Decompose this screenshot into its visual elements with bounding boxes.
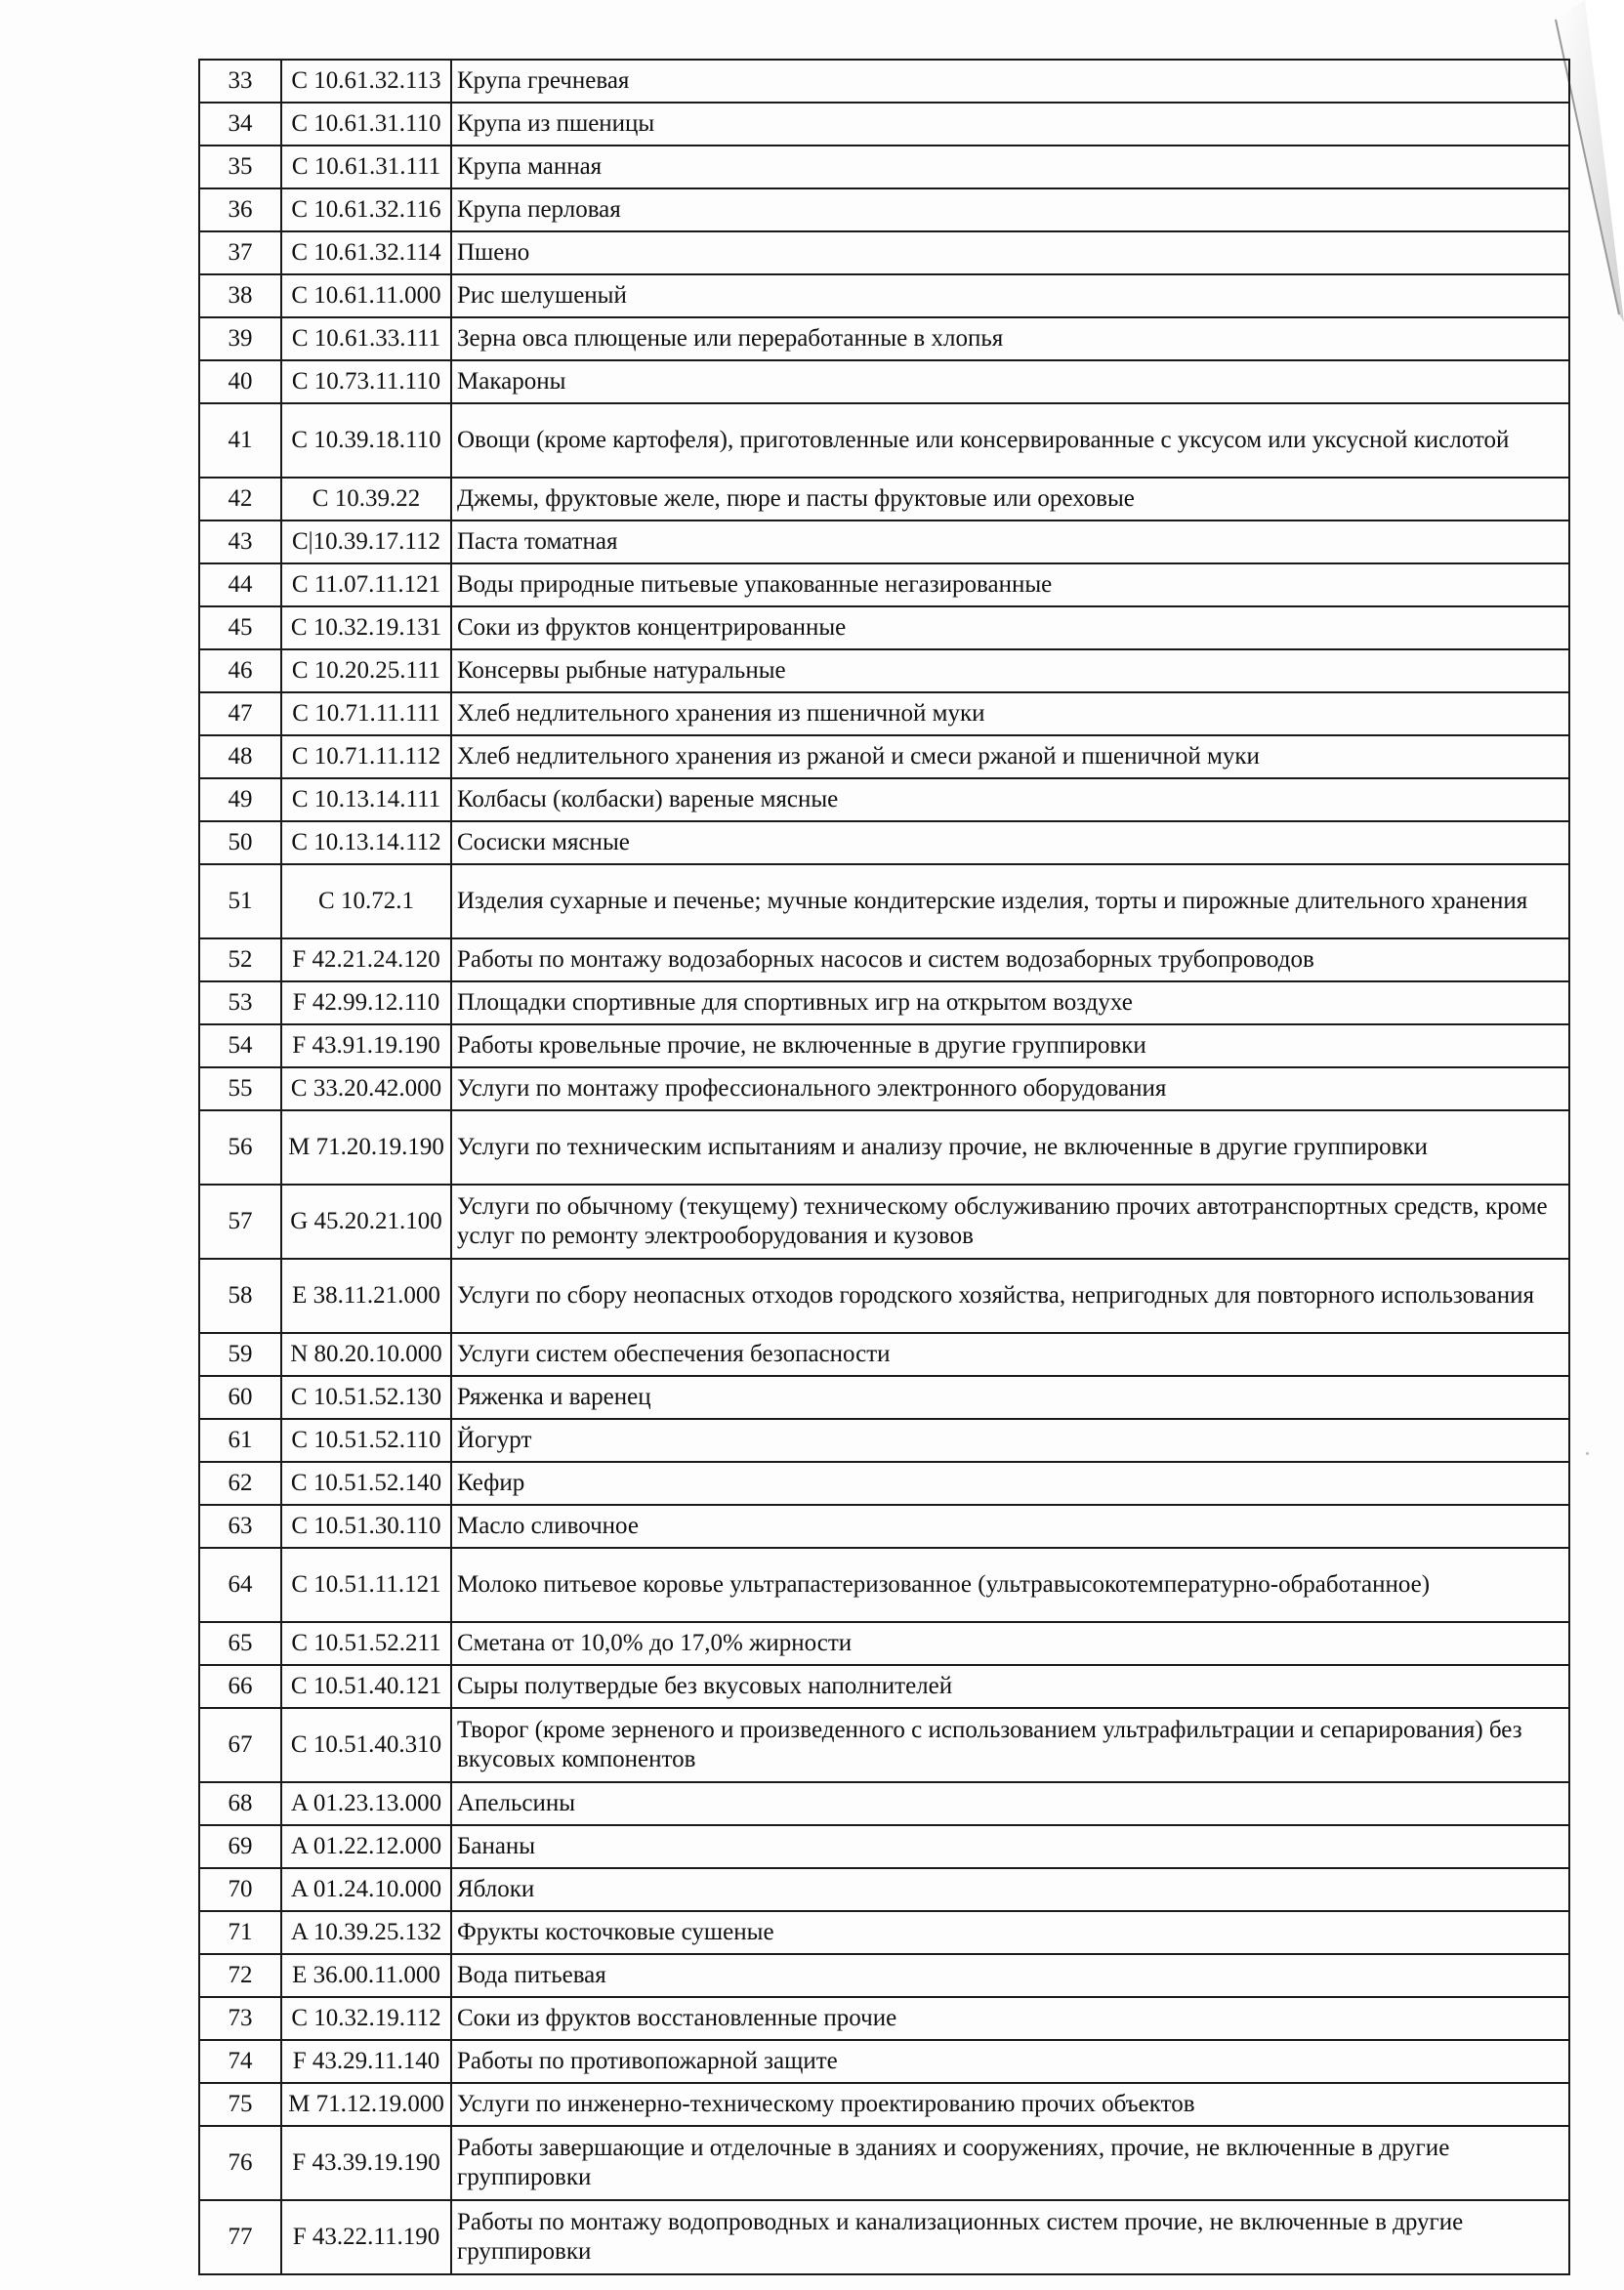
item-name-cell: Макароны	[451, 360, 1569, 403]
row-number-cell: 38	[199, 274, 281, 317]
row-number-cell: 43	[199, 520, 281, 563]
row-number-cell: 68	[199, 1782, 281, 1825]
item-name-cell: Рис шелушеный	[451, 274, 1569, 317]
row-number-cell: 62	[199, 1462, 281, 1505]
table-row	[199, 981, 1569, 1024]
row-number-cell: 56	[199, 1110, 281, 1185]
okpd-code-cell: C 10.51.40.310	[281, 1708, 451, 1782]
row-number-cell: 41	[199, 403, 281, 478]
row-number-cell: 42	[199, 478, 281, 520]
table-row	[199, 360, 1569, 403]
row-number-cell: 64	[199, 1548, 281, 1622]
item-name-cell: Крупа перловая	[451, 188, 1569, 231]
item-name-cell: Соки из фруктов восстановленные прочие	[451, 1997, 1569, 2040]
table-row	[199, 1024, 1569, 1067]
table-row	[199, 1665, 1569, 1708]
okpd-code-cell: G 45.20.21.100	[281, 1185, 451, 1259]
table-row	[199, 520, 1569, 563]
row-number-cell: 50	[199, 821, 281, 864]
table-row	[199, 1067, 1569, 1110]
table-row	[199, 1376, 1569, 1419]
okpd-code-cell: E 38.11.21.000	[281, 1259, 451, 1333]
row-number-cell: 47	[199, 692, 281, 735]
okpd-code-cell: C 10.61.32.113	[281, 60, 451, 103]
table-row	[199, 2083, 1569, 2126]
row-number-cell: 35	[199, 146, 281, 188]
okpd-code-cell: C 33.20.42.000	[281, 1067, 451, 1110]
row-number-cell: 39	[199, 317, 281, 360]
row-number-cell: 61	[199, 1419, 281, 1462]
item-name-cell: Услуги по техническим испытаниям и анализу прочие, не включенные в другие группировки	[451, 1110, 1569, 1185]
okpd-code-cell: C 10.61.31.110	[281, 103, 451, 146]
item-name-cell: Изделия сухарные и печенье; мучные кондитерские изделия, торты и пирожные длительного хранения	[451, 864, 1569, 938]
table-row	[199, 2126, 1569, 2200]
okpd-code-cell: C 10.73.11.110	[281, 360, 451, 403]
row-number-cell: 57	[199, 1185, 281, 1259]
table-row	[199, 188, 1569, 231]
okpd-code-cell: C 10.13.14.112	[281, 821, 451, 864]
okpd-code-cell: C 10.61.33.111	[281, 317, 451, 360]
okpd-code-cell: C 10.51.11.121	[281, 1548, 451, 1622]
okpd-code-cell: F 43.91.19.190	[281, 1024, 451, 1067]
table-row	[199, 478, 1569, 520]
row-number-cell: 44	[199, 563, 281, 606]
okpd-code-cell: C 10.32.19.112	[281, 1997, 451, 2040]
row-number-cell: 75	[199, 2083, 281, 2126]
row-number-cell: 76	[199, 2126, 281, 2200]
okpd-code-cell: M 71.20.19.190	[281, 1110, 451, 1185]
item-name-cell: Услуги по обычному (текущему) техническому обслуживанию прочих автотранспортных средств, кроме услуг по ремонту электрооборудования и кузовов	[451, 1185, 1569, 1259]
table-row	[199, 1825, 1569, 1868]
row-number-cell: 45	[199, 606, 281, 649]
row-number-cell: 60	[199, 1376, 281, 1419]
table-row	[199, 2200, 1569, 2274]
row-number-cell: 65	[199, 1622, 281, 1665]
row-number-cell: 58	[199, 1259, 281, 1333]
table-row	[199, 1333, 1569, 1376]
okpd-code-cell: C|10.39.17.112	[281, 520, 451, 563]
table-row	[199, 1911, 1569, 1954]
table-row	[199, 1419, 1569, 1462]
table-row	[199, 103, 1569, 146]
item-name-cell: Кефир	[451, 1462, 1569, 1505]
row-number-cell: 33	[199, 60, 281, 103]
okpd-code-cell: F 43.22.11.190	[281, 2200, 451, 2274]
row-number-cell: 77	[199, 2200, 281, 2274]
row-number-cell: 34	[199, 103, 281, 146]
row-number-cell: 37	[199, 231, 281, 274]
okpd-code-cell: C 10.72.1	[281, 864, 451, 938]
item-name-cell: Работы по противопожарной защите	[451, 2040, 1569, 2083]
okpd-code-cell: C 10.61.11.000	[281, 274, 451, 317]
okpd-code-cell: C 10.20.25.111	[281, 649, 451, 692]
row-number-cell: 67	[199, 1708, 281, 1782]
row-number-cell: 72	[199, 1954, 281, 1997]
item-name-cell: Пшено	[451, 231, 1569, 274]
table-row	[199, 1110, 1569, 1185]
row-number-cell: 49	[199, 778, 281, 821]
table-row	[199, 821, 1569, 864]
row-number-cell: 48	[199, 735, 281, 778]
item-name-cell: Работы завершающие и отделочные в зданиях и сооружениях, прочие, не включенные в другие группировки	[451, 2126, 1569, 2200]
item-name-cell: Ряженка и варенец	[451, 1376, 1569, 1419]
item-name-cell: Апельсины	[451, 1782, 1569, 1825]
item-name-cell: Яблоки	[451, 1868, 1569, 1911]
table-row	[199, 1868, 1569, 1911]
table-row	[199, 274, 1569, 317]
row-number-cell: 70	[199, 1868, 281, 1911]
row-number-cell: 73	[199, 1997, 281, 2040]
okpd-code-cell: C 10.13.14.111	[281, 778, 451, 821]
item-name-cell: Хлеб недлительного хранения из пшеничной муки	[451, 692, 1569, 735]
okpd-code-cell: C 10.51.52.211	[281, 1622, 451, 1665]
okpd-code-cell: C 10.61.32.114	[281, 231, 451, 274]
item-name-cell: Фрукты косточковые сушеные	[451, 1911, 1569, 1954]
item-name-cell: Йогурт	[451, 1419, 1569, 1462]
scan-speck	[1586, 1452, 1589, 1455]
row-number-cell: 36	[199, 188, 281, 231]
item-name-cell: Консервы рыбные натуральные	[451, 649, 1569, 692]
row-number-cell: 74	[199, 2040, 281, 2083]
okpd-code-cell: C 10.51.40.121	[281, 1665, 451, 1708]
item-name-cell: Хлеб недлительного хранения из ржаной и смеси ржаной и пшеничной муки	[451, 735, 1569, 778]
item-name-cell: Услуги по инженерно-техническому проектированию прочих объектов	[451, 2083, 1569, 2126]
item-name-cell: Овощи (кроме картофеля), приготовленные или консервированные с уксусом или уксусной кислотой	[451, 403, 1569, 478]
row-number-cell: 53	[199, 981, 281, 1024]
item-name-cell: Масло сливочное	[451, 1505, 1569, 1548]
okpd-code-cell: C 10.61.31.111	[281, 146, 451, 188]
item-name-cell: Крупа гречневая	[451, 60, 1569, 103]
item-name-cell: Воды природные питьевые упакованные негазированные	[451, 563, 1569, 606]
item-name-cell: Работы по монтажу водозаборных насосов и систем водозаборных трубопроводов	[451, 938, 1569, 981]
table-row	[199, 864, 1569, 938]
table-row	[199, 1462, 1569, 1505]
okpd-code-cell: C 10.71.11.112	[281, 735, 451, 778]
table-row	[199, 317, 1569, 360]
table-row	[199, 606, 1569, 649]
okpd-code-cell: C 10.51.52.130	[281, 1376, 451, 1419]
item-name-cell: Сыры полутвердые без вкусовых наполнителей	[451, 1665, 1569, 1708]
row-number-cell: 46	[199, 649, 281, 692]
okpd-code-cell: A 01.23.13.000	[281, 1782, 451, 1825]
item-name-cell: Сметана от 10,0% до 17,0% жирности	[451, 1622, 1569, 1665]
okpd-code-cell: C 10.32.19.131	[281, 606, 451, 649]
okpd-code-cell: F 42.99.12.110	[281, 981, 451, 1024]
item-name-cell: Крупа из пшеницы	[451, 103, 1569, 146]
row-number-cell: 66	[199, 1665, 281, 1708]
table-row	[199, 1185, 1569, 1259]
okpd-code-cell: A 10.39.25.132	[281, 1911, 451, 1954]
okpd-code-cell: A 01.22.12.000	[281, 1825, 451, 1868]
item-name-cell: Вода питьевая	[451, 1954, 1569, 1997]
row-number-cell: 55	[199, 1067, 281, 1110]
item-name-cell: Колбасы (колбаски) вареные мясные	[451, 778, 1569, 821]
okpd-code-cell: F 43.29.11.140	[281, 2040, 451, 2083]
okpd-code-cell: C 10.71.11.111	[281, 692, 451, 735]
okpd-code-cell: C 10.39.22	[281, 478, 451, 520]
row-number-cell: 40	[199, 360, 281, 403]
table-row	[199, 1997, 1569, 2040]
table-row	[199, 649, 1569, 692]
table-row	[199, 1782, 1569, 1825]
item-name-cell: Услуги систем обеспечения безопасности	[451, 1333, 1569, 1376]
table-row	[199, 1622, 1569, 1665]
table-row	[199, 231, 1569, 274]
okpd-code-cell: M 71.12.19.000	[281, 2083, 451, 2126]
item-name-cell: Паста томатная	[451, 520, 1569, 563]
row-number-cell: 51	[199, 864, 281, 938]
item-name-cell: Джемы, фруктовые желе, пюре и пасты фруктовые или ореховые	[451, 478, 1569, 520]
okpd-code-cell: C 10.61.32.116	[281, 188, 451, 231]
okpd-code-cell: F 43.39.19.190	[281, 2126, 451, 2200]
okpd-code-cell: N 80.20.10.000	[281, 1333, 451, 1376]
table-row	[199, 1259, 1569, 1333]
okpd-code-cell: C 10.51.52.140	[281, 1462, 451, 1505]
item-name-cell: Молоко питьевое коровье ультрапастеризованное (ультравысокотемпературно-обработанное)	[451, 1548, 1569, 1622]
row-number-cell: 71	[199, 1911, 281, 1954]
item-name-cell: Зерна овса плющеные или переработанные в хлопья	[451, 317, 1569, 360]
row-number-cell: 63	[199, 1505, 281, 1548]
table-row	[199, 563, 1569, 606]
table-row	[199, 692, 1569, 735]
row-number-cell: 54	[199, 1024, 281, 1067]
table-row	[199, 60, 1569, 103]
item-name-cell: Услуги по сбору неопасных отходов городского хозяйства, непригодных для повторного использования	[451, 1259, 1569, 1333]
okpd-code-cell: E 36.00.11.000	[281, 1954, 451, 1997]
product-codes-table	[198, 59, 1570, 2275]
row-number-cell: 69	[199, 1825, 281, 1868]
okpd-code-cell: C 11.07.11.121	[281, 563, 451, 606]
item-name-cell: Работы по монтажу водопроводных и канализационных систем прочие, не включенные в другие группировки	[451, 2200, 1569, 2274]
item-name-cell: Сосиски мясные	[451, 821, 1569, 864]
item-name-cell: Услуги по монтажу профессионального электронного оборудования	[451, 1067, 1569, 1110]
table-row	[199, 1708, 1569, 1782]
table-row	[199, 2040, 1569, 2083]
row-number-cell: 59	[199, 1333, 281, 1376]
table-row	[199, 403, 1569, 478]
table-row	[199, 735, 1569, 778]
okpd-code-cell: F 42.21.24.120	[281, 938, 451, 981]
item-name-cell: Соки из фруктов концентрированные	[451, 606, 1569, 649]
table-row	[199, 1954, 1569, 1997]
okpd-code-cell: C 10.39.18.110	[281, 403, 451, 478]
okpd-code-cell: A 01.24.10.000	[281, 1868, 451, 1911]
table-row	[199, 1505, 1569, 1548]
item-name-cell: Творог (кроме зерненого и произведенного с использованием ультрафильтрации и сепарирования) без вкусовых компонентов	[451, 1708, 1569, 1782]
table-row	[199, 146, 1569, 188]
item-name-cell: Бананы	[451, 1825, 1569, 1868]
table-row	[199, 938, 1569, 981]
item-name-cell: Работы кровельные прочие, не включенные в другие группировки	[451, 1024, 1569, 1067]
item-name-cell: Крупа манная	[451, 146, 1569, 188]
table-row	[199, 778, 1569, 821]
okpd-code-cell: C 10.51.30.110	[281, 1505, 451, 1548]
item-name-cell: Площадки спортивные для спортивных игр на открытом воздухе	[451, 981, 1569, 1024]
okpd-code-cell: C 10.51.52.110	[281, 1419, 451, 1462]
table-row	[199, 1548, 1569, 1622]
row-number-cell: 52	[199, 938, 281, 981]
